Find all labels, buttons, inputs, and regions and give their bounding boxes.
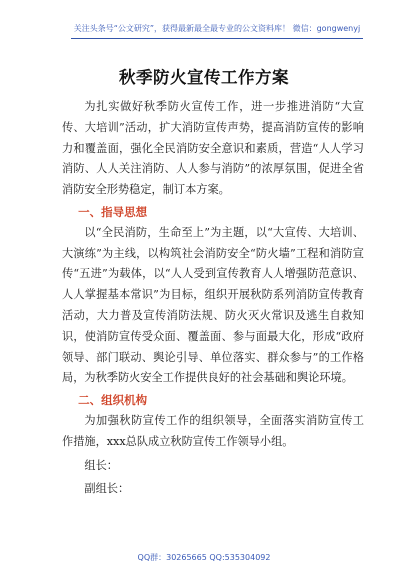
deputy-leader-field: 副组长：	[84, 482, 130, 496]
intro-paragraph: 为扎实做好秋季防火宣传工作，进一步推进消防“大宣传、大培训”活动，扩大消防宣传声势，提高消防宣传的影响力和覆盖面，强化全民消防安全意识和素质，营造“人人学习消防、人人关注消防、人人参与消防”的浓厚氛围，促进全省消防安全形势稳定，制订本方案。	[62, 100, 364, 197]
guiding-ideology-paragraph: 以“全民消防，生命至上”为主题，以“大宣传、大培训、大演练”为主线，以构筑社会消防安全“防火墙”工程和消防宣传“五进”为载体，以“人人受到宣传教育人人增强防范意识、人人掌握基本常识”为目标，组织开展秋防系列消防宣传教育活动，大力普及宣传消防法规、防火灭火常识及逃生自救知识，使消防宣传受众面、覆盖面、参与面最大化，形成“政府领导、部门联动、舆论引导、单位落实、群众参与”的工作格局，为秋季防火安全工作提供良好的社会基础和舆论环境。	[62, 225, 364, 385]
organization-paragraph: 为加强秋防宣传工作的组织领导，全面落实消防宣传工作措施，xxx总队成立秋防宣传工作领导小组。	[62, 413, 364, 448]
document-title: 秋季防火宣传工作方案	[119, 68, 289, 87]
section-heading-organization: 二、组织机构	[78, 393, 148, 408]
section-heading-guiding-ideology: 一、指导思想	[78, 204, 148, 219]
document-body	[62, 97, 364, 502]
leader-field: 组长：	[84, 458, 118, 472]
header-banner: 关注头条号“公文研究”，获得最新最全最专业的公文资料库！ 微信：gongwenyj	[71, 22, 363, 39]
footer-qq-info: QQ群：30265665 QQ:535304092	[137, 553, 271, 562]
